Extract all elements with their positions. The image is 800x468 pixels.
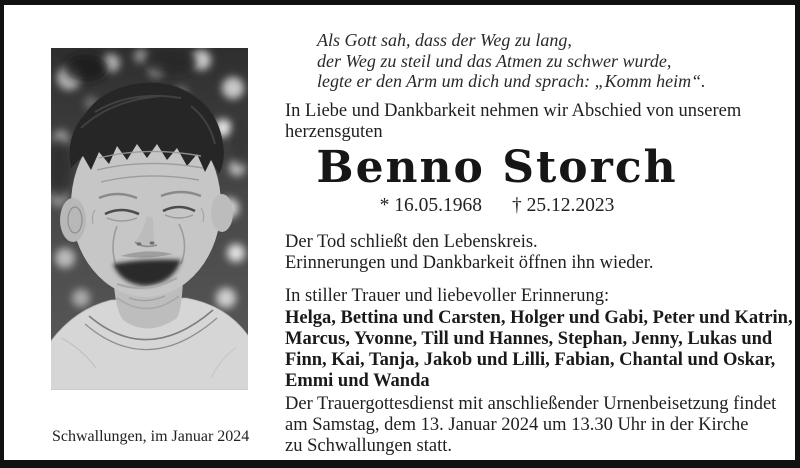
verse-line: Der Tod schließt den Lebenskreis. xyxy=(285,232,538,252)
mourners-line: Emmi und Wanda xyxy=(285,371,430,391)
deceased-name: Benno Storch xyxy=(316,142,678,193)
birth-date: * 16.05.1968 xyxy=(379,195,482,216)
obituary-notice xyxy=(4,5,795,460)
epigraph-line: der Weg zu steil und das Atmen zu schwer wurde, xyxy=(317,50,672,71)
epigraph-line: Als Gott sah, dass der Weg zu lang, xyxy=(317,30,572,50)
verse-line: Erinnerungen und Dankbarkeit öffnen ihn wieder. xyxy=(285,252,654,273)
mourning-intro: In stiller Trauer und liebevoller Erinnerung: xyxy=(285,286,610,306)
place-date: Schwallungen, im Januar 2024 xyxy=(52,428,250,445)
portrait-photo xyxy=(51,48,248,390)
mourners-line: Marcus, Yvonne, Till und Hannes, Stephan, Jenny, Lukas und xyxy=(285,329,773,349)
service-line: zu Schwallungen statt. xyxy=(285,435,452,456)
intro-line: In Liebe und Dankbarkeit nehmen wir Abschied von unserem xyxy=(285,101,742,121)
epigraph-line: legte er den Arm um dich und sprach: „Komm heim“. xyxy=(317,71,706,91)
verse-text xyxy=(285,232,654,274)
portrait-photo-graphic xyxy=(51,48,248,390)
intro-text xyxy=(285,101,741,143)
life-dates xyxy=(285,195,709,217)
mourners-list xyxy=(285,308,793,392)
right-ear xyxy=(211,194,233,232)
service-line: Der Trauergottesdienst mit anschließender Urnenbeisetzung findet xyxy=(285,394,777,414)
mourners-line: Helga, Bettina und Carsten, Holger und Gabi, Peter und Katrin, xyxy=(285,308,793,328)
service-info xyxy=(285,394,776,456)
death-date: † 25.12.2023 xyxy=(512,195,615,216)
mourners-line: Finn, Kai, Tanja, Jakob und Lilli, Fabian, Chantal und Oskar, xyxy=(285,350,776,370)
intro-line: herzensguten xyxy=(285,122,383,142)
name-block xyxy=(285,143,709,217)
service-line: am Samstag, dem 13. Januar 2024 um 13.30 Uhr in der Kirche xyxy=(285,414,749,435)
epigraph xyxy=(317,30,706,92)
